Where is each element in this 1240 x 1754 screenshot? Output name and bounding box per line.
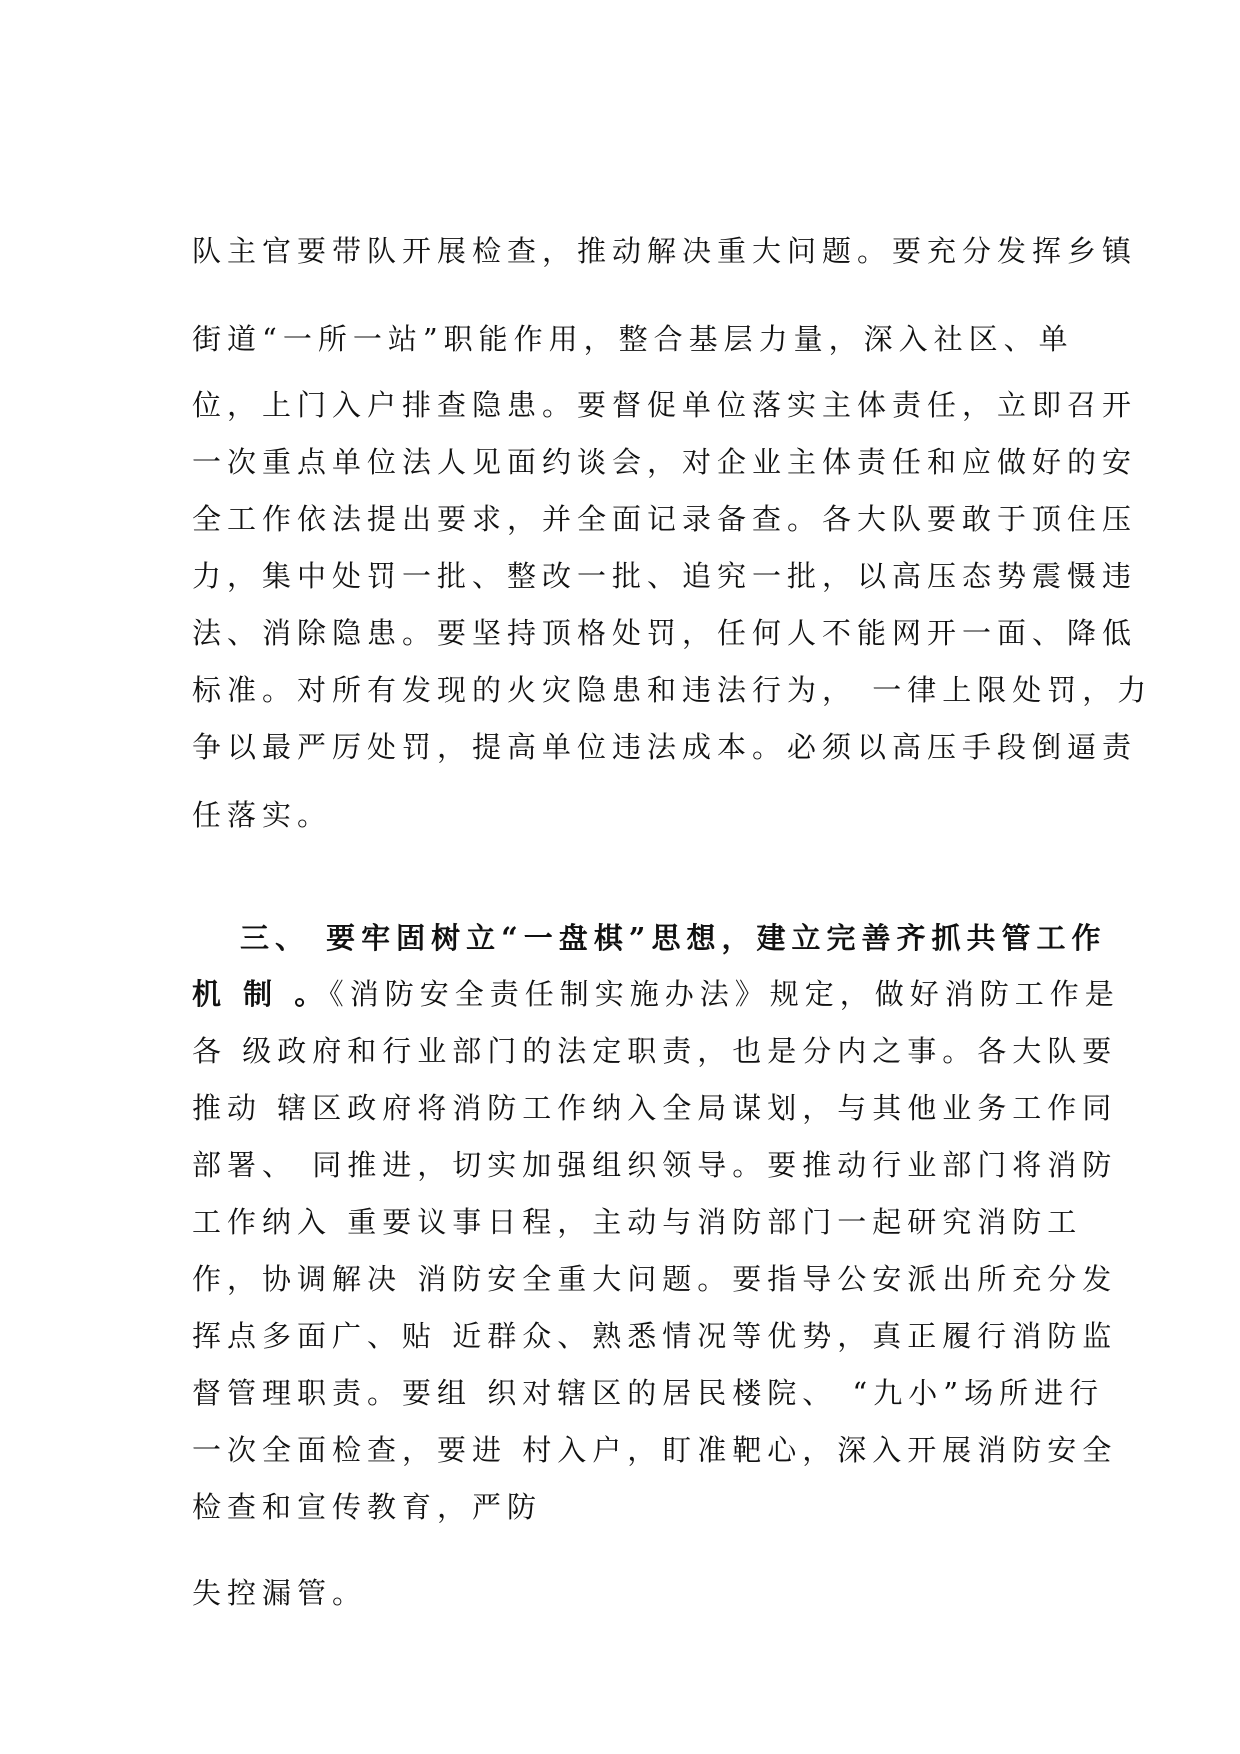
paragraph-line: 位，上门入户排查隐患。要督促单位落实主体责任，立即召开 — [192, 388, 1138, 422]
paragraph-line: 检查和宣传教育，严防 — [192, 1490, 543, 1524]
paragraph-line: 督管理职责。要组 织对辖区的居民楼院、 “九小”场所进行 — [192, 1376, 1105, 1410]
section-heading-continuation — [192, 974, 1120, 1014]
paragraph-line: 作，协调解决 消防安全重大问题。要指导公安派出所充分发 — [192, 1262, 1118, 1296]
section-heading-end: 机 制 。 — [192, 977, 330, 1011]
paragraph-line: 工作纳入 重要议事日程，主动与消防部门一起研究消防工 — [192, 1205, 1083, 1239]
paragraph-line: 一次全面检查，要进 村入户，盯准靶心，深入开展消防安全 — [192, 1433, 1118, 1467]
paragraph-line: 挥点多面广、贴 近群众、熟悉情况等优势，真正履行消防监 — [192, 1319, 1118, 1353]
paragraph-line: 争以最严厉处罚，提高单位违法成本。必须以高压手段倒逼责 — [192, 730, 1138, 764]
paragraph-line: 法、消除隐患。要坚持顶格处罚，任何人不能网开一面、降低 — [192, 616, 1138, 650]
paragraph-line: 各 级政府和行业部门的法定职责，也是分内之事。各大队要 — [192, 1034, 1118, 1068]
paragraph-line: 部署、 同推进，切实加强组织领导。要推动行业部门将消防 — [192, 1148, 1118, 1182]
paragraph-text: 《消防安全责任制实施办法》规定，做好消防工作是 — [329, 977, 1120, 1011]
section-heading: 三、 要牢固树立“一盘棋”思想，建立完善齐抓共管工作 — [240, 921, 1107, 955]
paragraph-line: 力，集中处罚一批、整改一批、追究一批，以高压态势震慑违 — [192, 559, 1138, 593]
paragraph-line: 推动 辖区政府将消防工作纳入全局谋划，与其他业务工作同 — [192, 1091, 1118, 1125]
paragraph-line: 队主官要带队开展检查，推动解决重大问题。要充分发挥乡镇 — [192, 234, 1138, 268]
paragraph-line: 全工作依法提出要求，并全面记录备查。各大队要敢于顶住压 — [192, 502, 1138, 536]
paragraph-line: 任落实。 — [192, 798, 333, 832]
paragraph-line: 标准。对所有发现的火灾隐患和违法行为， 一律上限处罚，力 — [192, 673, 1153, 707]
paragraph-line: 失控漏管。 — [192, 1576, 368, 1610]
paragraph-line: 街道“一所一站”职能作用，整合基层力量，深入社区、单 — [192, 322, 1074, 356]
paragraph-line: 一次重点单位法人见面约谈会，对企业主体责任和应做好的安 — [192, 445, 1138, 479]
